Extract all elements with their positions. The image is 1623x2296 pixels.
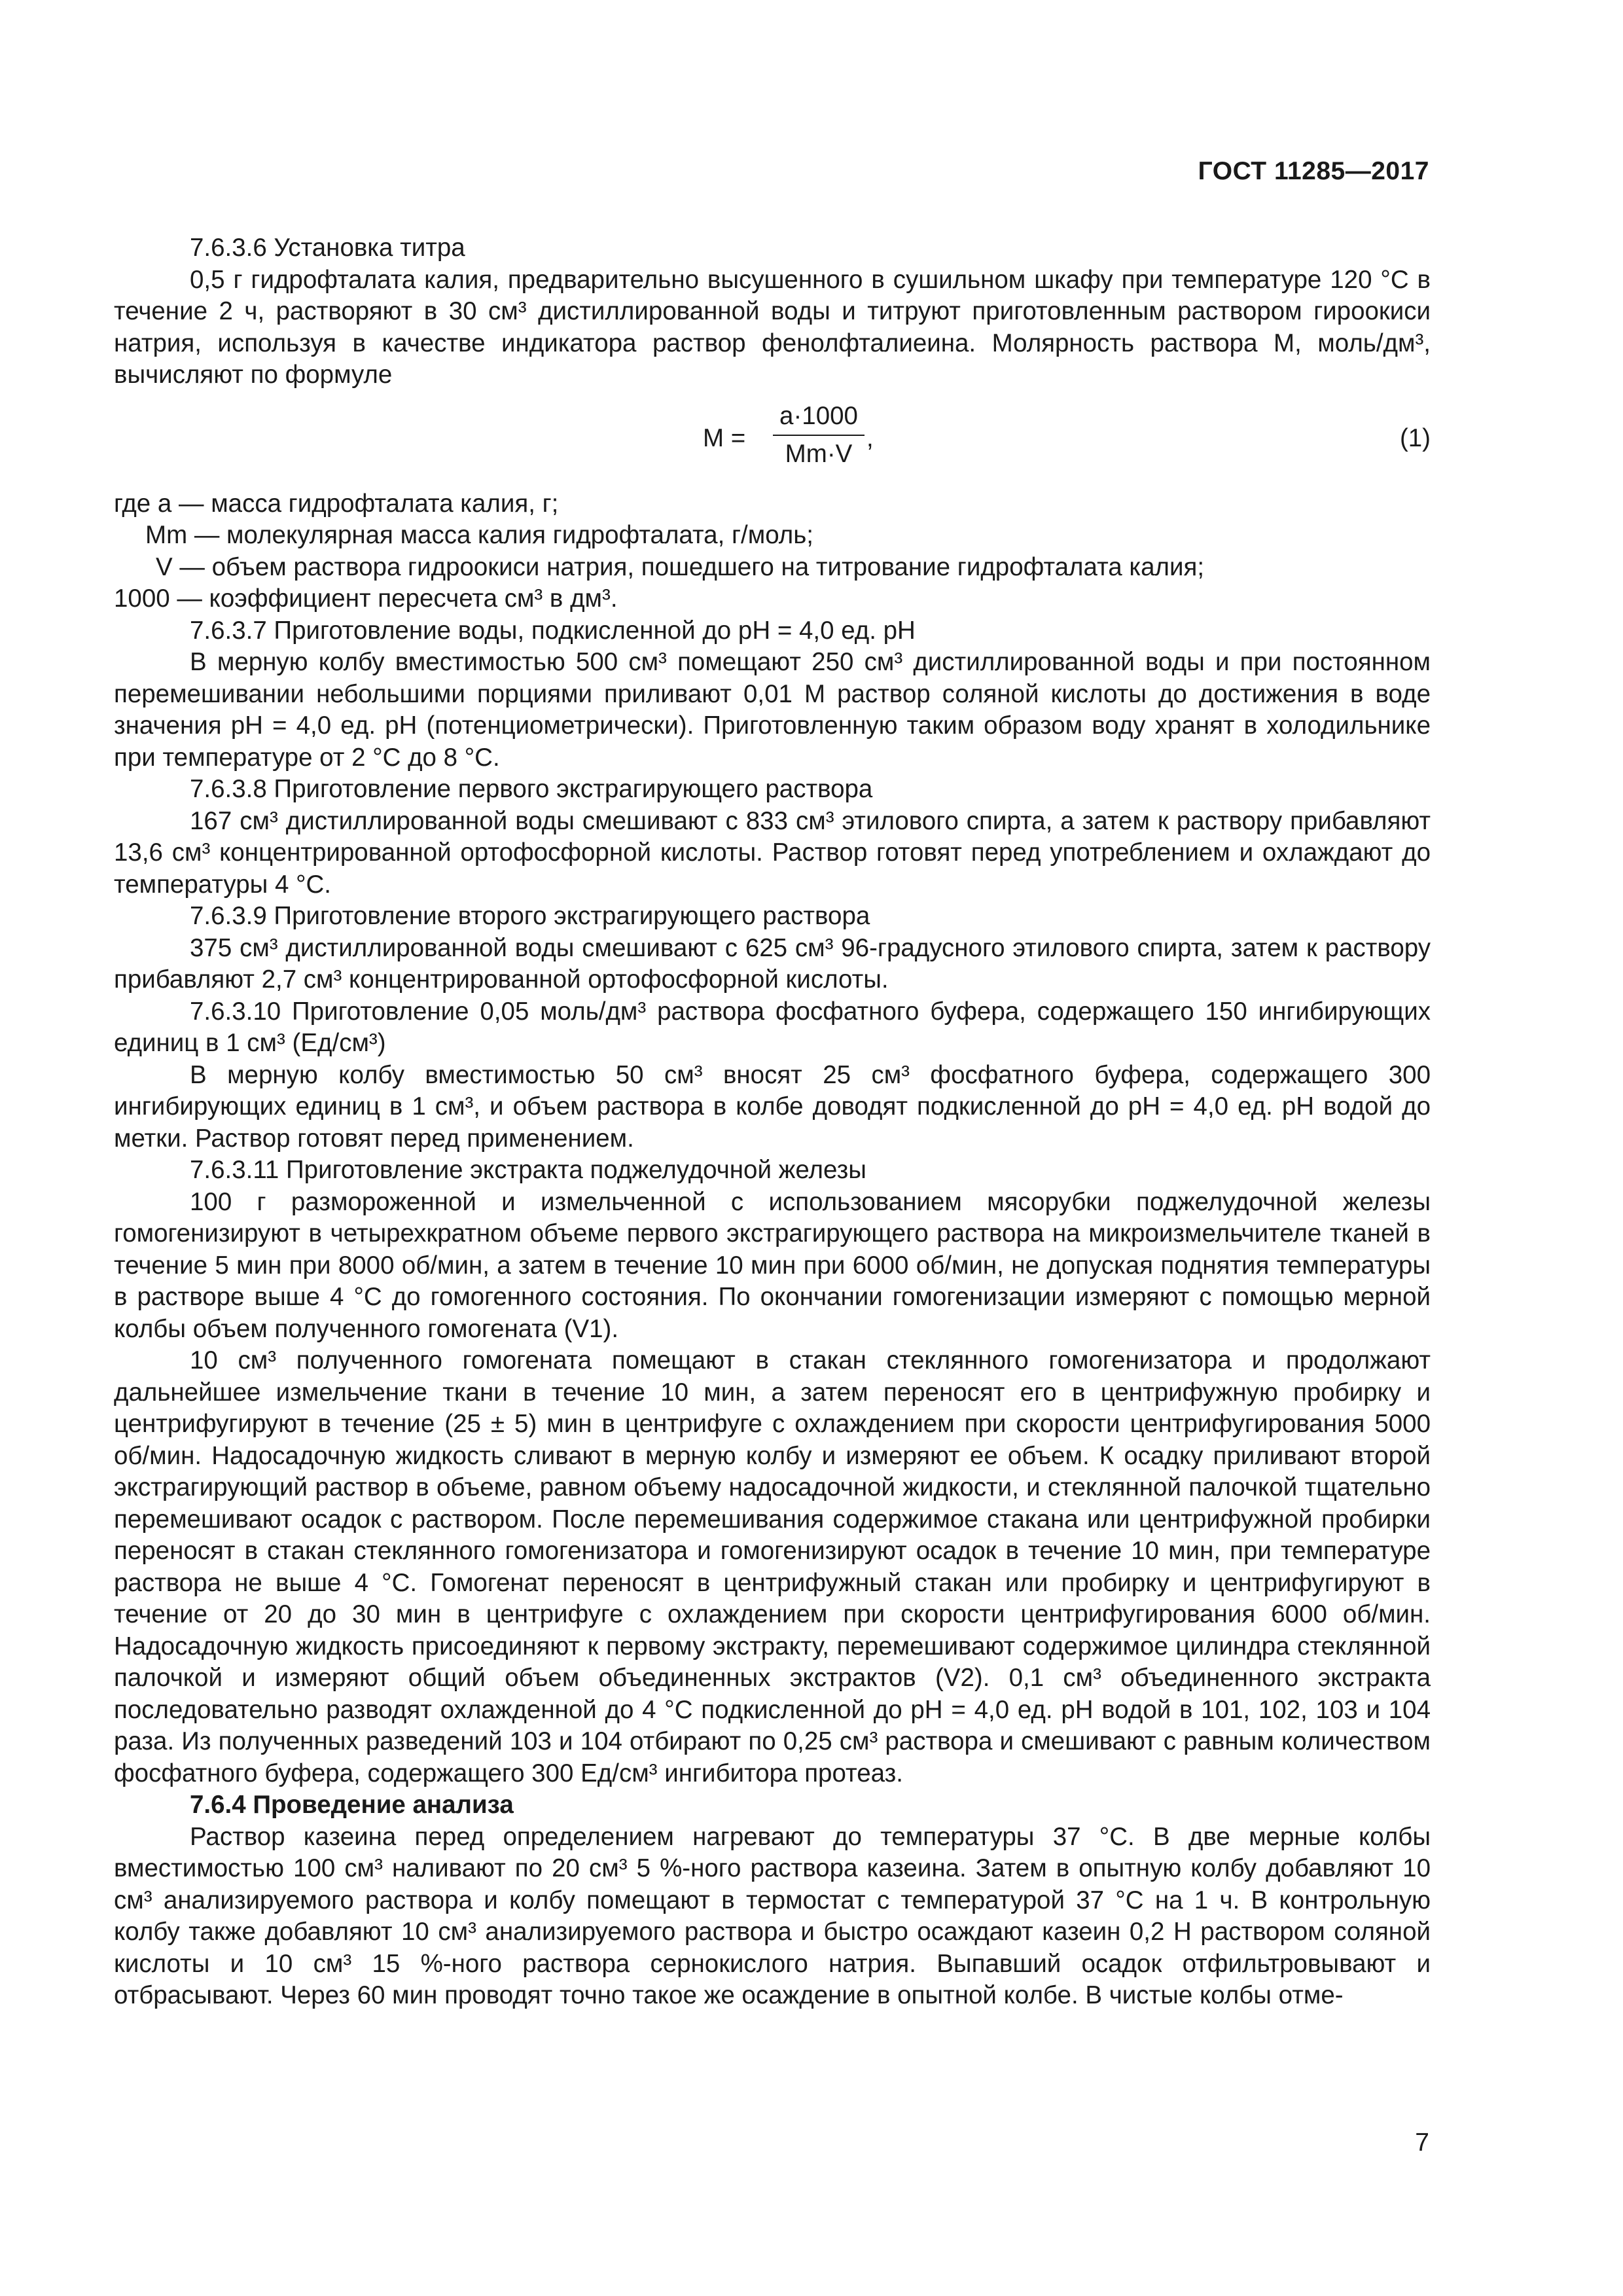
where-v: V — объем раствора гидроокиси натрия, пошедшего на титрование гидрофталата калия; — [156, 552, 1205, 581]
section-7-6-3-6-paragraph: 0,5 г гидрофталата калия, предварительно высушенного в сушильном шкафу при температуре 120 °С в течение 2 ч, растворяют в 30 см³ дистиллированной воды и титруют приготовленным раствором гироокиси натрия, используя в качестве индикатора раствор фенолфталиеина. Молярность раствора M, моль/дм³, вычисляют по формуле — [114, 265, 1431, 389]
formula-fraction — [773, 401, 865, 471]
where-a: где a — масса гидрофталата калия, г; — [114, 489, 559, 518]
formula-number: (1) — [1399, 423, 1431, 452]
section-7-6-3-11-heading: 7.6.3.11 Приготовление экстракта поджелудочной железы — [190, 1156, 866, 1184]
section-7-6-4-heading: 7.6.4 Проведение анализа — [190, 1791, 514, 1819]
section-7-6-3-8-paragraph: 167 см³ дистиллированной воды смешивают с 833 см³ этилового спирта, а затем к раствору прибавляют 13,6 см³ концентрированной ортофосфорной кислоты. Раствор готовят перед употреблением и охлаждают до температуры 4 °С. — [114, 806, 1431, 899]
section-7-6-3-6-heading: 7.6.3.6 Установка титра — [190, 234, 465, 262]
formula-numerator: a·1000 — [773, 401, 865, 437]
document-body — [114, 232, 1431, 2012]
section-7-6-4-paragraph: Раствор казеина перед определением нагревают до температуры 37 °С. В две мерные колбы вместимостью 100 см³ наливают по 20 см³ 5 %-ного раствора казеина. Затем в опытную колбу добавляют 10 см³ анализируемого раствора и колбу помещают в термостат с температурой 37 °С на 1 ч. В контрольную колбу также добавляют 10 см³ анализируемого раствора и быстро осаждают казеин 0,2 Н раствором соляной кислоты и 10 см³ 15 %-ного раствора сернокислого натрия. Выпавший осадок отфильтровывают и отбрасывают. Через 60 мин проводят точно такое же осаждение в опытной колбе. В чистые колбы отме- — [114, 1822, 1431, 2009]
formula-comma: , — [866, 423, 874, 452]
where-mm: Mm — молекулярная масса калия гидрофталата, г/моль; — [145, 521, 813, 549]
formula-lhs: M = — [703, 423, 746, 452]
page-number: 7 — [1415, 2128, 1429, 2157]
formula-molarity — [114, 395, 1431, 482]
section-7-6-3-11-paragraph-1: 100 г размороженной и измельченной с использованием мясорубки поджелудочной железы гомогенизируют в четырехкратном объеме первого экстрагирующего раствора на микроизмельчителе тканей в течение 5 мин при 8000 об/мин, а затем в течение 10 мин при 6000 об/мин, не допуская поднятия температуры в растворе выше 4 °С до гомогенного состояния. По окончании гомогенизации измеряют с помощью мерной колбы объем полученного гомогената (V1). — [114, 1187, 1431, 1343]
section-7-6-3-9-paragraph: 375 см³ дистиллированной воды смешивают с 625 см³ 96-градусного этилового спирта, затем к раствору прибавляют 2,7 см³ концентрированной ортофосфорной кислоты. — [114, 933, 1431, 994]
where-1000: 1000 — коэффициент пересчета см³ в дм³. — [114, 584, 618, 613]
formula-denominator: Mm·V — [785, 440, 853, 468]
section-7-6-3-11-paragraph-2: 10 см³ полученного гомогената помещают в стакан стеклянного гомогенизатора и продолжают дальнейшее измельчение ткани в течение 10 мин, а затем переносят его в центрифужную пробирку и центрифугируют в течение (25 ± 5) мин в центрифуге с охлаждением при скорости центрифугирования 5000 об/мин. Надосадочную жидкость сливают в мерную колбу и измеряют ее объем. К осадку приливают второй экстрагирующий раствор в объеме, равном объему надосадочной жидкости, и стеклянной палочкой тщательно перемешивают осадок с раствором. После перемешивания содержимое стакана или центрифужной пробирки переносят в стакан стеклянного гомогенизатора и гомогенизируют осадок в течение 10 мин, при температуре раствора не выше 4 °С. Гомогенат переносят в центрифужный стакан или пробирку и центрифугируют в течение от 20 до 30 мин в центрифуге с охлаждением при скорости центрифугирования 6000 об/мин. Надосадочную жидкость присоединяют к первому экстракту, перемешивают содержимое цилиндра стеклянной палочкой и измеряют общий объем объединенных экстрактов (V2). 0,1 см³ объединенного экстракта последовательно разводят охлажденной до 4 °С подкисленной до pH = 4,0 ед. pH водой в 101, 102, 103 и 104 раза. Из полученных разведений 103 и 104 отбирают по 0,25 см³ раствора и смешивают с равным количеством фосфатного буфера, содержащего 300 Ед/см³ ингибитора протеаз. — [114, 1346, 1431, 1787]
section-7-6-3-7-paragraph: В мерную колбу вместимостью 500 см³ помещают 250 см³ дистиллированной воды и при постоянном перемешивании небольшими порциями приливают 0,01 М раствор соляной кислоты до достижения в воде значения pH = 4,0 ед. pH (потенциометрически). Приготовленную таким образом воду хранят в холодильнике при температуре от 2 °С до 8 °С. — [114, 648, 1431, 772]
section-7-6-3-8-heading: 7.6.3.8 Приготовление первого экстрагирующего раствора — [190, 775, 873, 803]
standard-number-header: ГОСТ 11285—2017 — [1198, 157, 1429, 185]
section-7-6-3-10-heading: 7.6.3.10 Приготовление 0,05 моль/дм³ раствора фосфатного буфера, содержащего 150 ингибирующих единиц в 1 см³ (Ед/см³) — [114, 997, 1431, 1057]
section-7-6-3-10-paragraph: В мерную колбу вместимостью 50 см³ вносят 25 см³ фосфатного буфера, содержащего 300 ингибирующих единиц в 1 см³, и объем раствора в колбе доводят подкисленной до pH = 4,0 ед. pH водой до метки. Раствор готовят перед применением. — [114, 1060, 1431, 1153]
section-7-6-3-9-heading: 7.6.3.9 Приготовление второго экстрагирующего раствора — [190, 902, 870, 930]
section-7-6-3-7-heading: 7.6.3.7 Приготовление воды, подкисленной до pH = 4,0 ед. pH — [190, 616, 916, 645]
